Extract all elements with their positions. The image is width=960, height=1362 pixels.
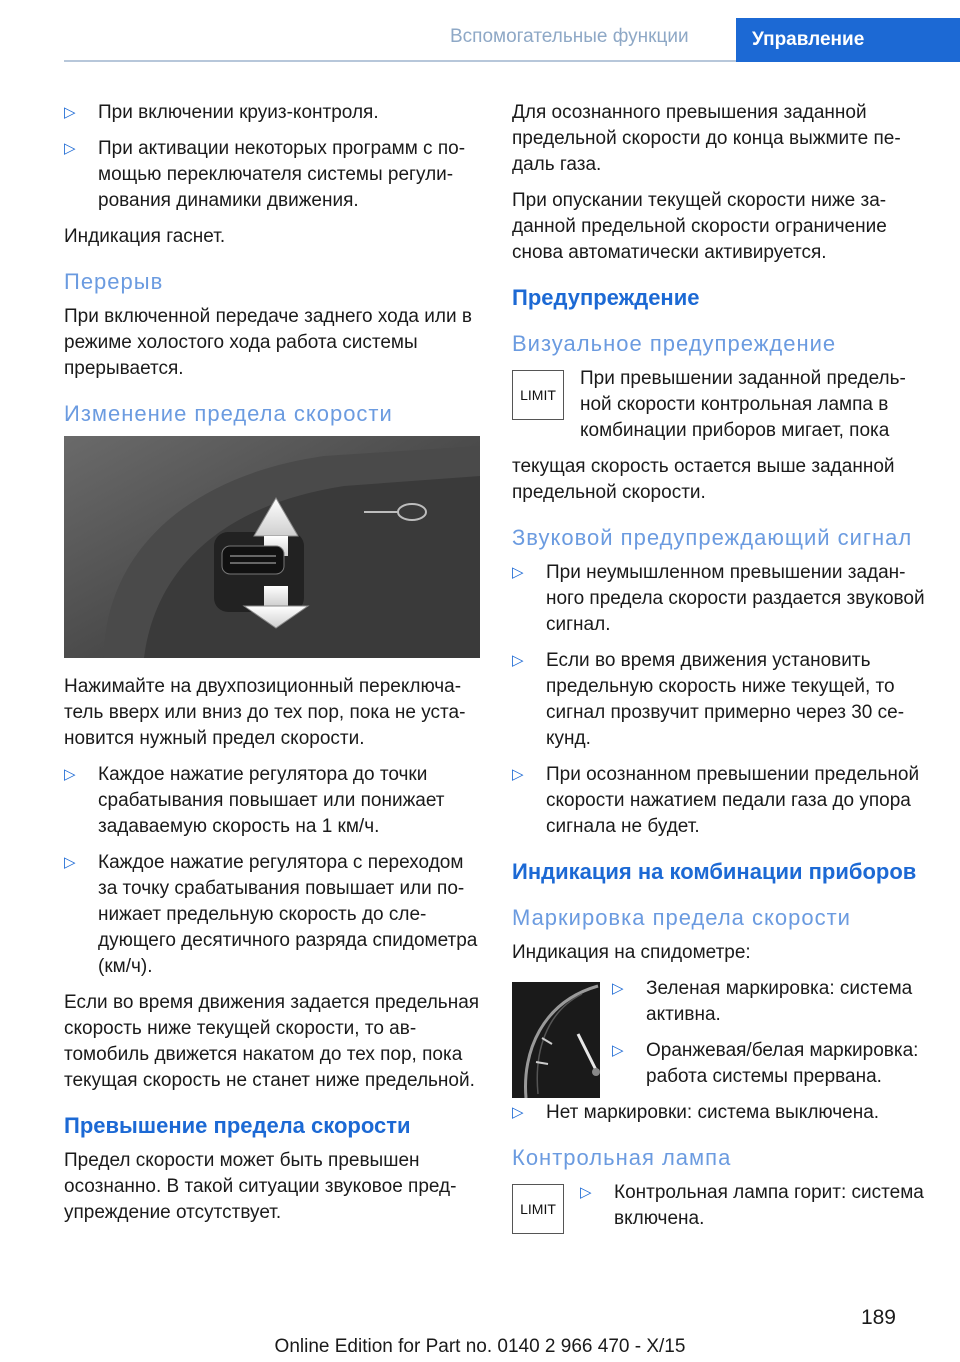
- heading-cluster-display: Индикация на комбинации приборов: [512, 859, 917, 884]
- list-item: ▷ Если во время движения установить предельную скорость ниже текущей, то сигнал прозвучит примерно через 30 секунд.: [512, 650, 905, 749]
- chapter-tab[interactable]: Управление: [736, 18, 960, 62]
- paragraph: текущая скорость остается выше заданной предельной скорости.: [512, 456, 895, 503]
- right-column: [512, 100, 930, 1236]
- list-item: ▷ Зеленая маркировка: система активна.: [612, 978, 913, 1025]
- triangle-bullet-icon: ▷: [512, 652, 524, 669]
- heading-sound-signal: Звуковой предупреждающий сигнал: [512, 525, 913, 550]
- section-tab[interactable]: Вспомогательные функции: [450, 26, 689, 47]
- list-item: ▷ Каждое нажатие регулятора с переходом за точку срабатывания повышает или понижает предельную скорость до следующего десятичного разряда спидометра (км/ч).: [64, 852, 478, 977]
- paragraph: При включенной передаче заднего хода или в режиме холостого хода работа системы прерывается.: [64, 306, 472, 379]
- paragraph: При превышении заданной предельной скорости контрольная лампа в комбинации приборов мигает, пока: [580, 368, 906, 441]
- paragraph: Предел скорости может быть превышен осознанно. В такой ситуации звуковое предупреждение отсутствует.: [64, 1150, 457, 1223]
- triangle-bullet-icon: ▷: [512, 766, 524, 783]
- visual-warning-block: [512, 366, 930, 444]
- triangle-bullet-icon: ▷: [512, 1104, 524, 1121]
- list-item: ▷ Нет маркировки: система выключена.: [512, 1100, 930, 1126]
- paragraph: Индикация гаснет.: [64, 226, 226, 247]
- triangle-bullet-icon: ▷: [512, 564, 524, 581]
- triangle-bullet-icon: ▷: [612, 980, 624, 997]
- heading-limit-marking: Маркировка предела скорости: [512, 905, 851, 930]
- edition-footer: Online Edition for Part no. 0140 2 966 470 - X/15: [274, 1336, 686, 1357]
- paragraph: Индикация на спидометре:: [512, 942, 751, 963]
- list-item: ▷ При включении круиз-контроля.: [64, 100, 482, 126]
- list-item: ▷ Каждое нажатие регулятора до точки срабатывания повышает или понижает задаваемую скорость на 1 км/ч.: [64, 764, 445, 837]
- heading-pause: Перерыв: [64, 269, 164, 294]
- triangle-bullet-icon: ▷: [612, 1042, 624, 1059]
- triangle-bullet-icon: ▷: [64, 854, 76, 871]
- list-item: ▷ Контрольная лампа горит: система включена.: [580, 1182, 924, 1229]
- left-column: [64, 100, 482, 1236]
- speedometer-image: [512, 982, 600, 1098]
- heading-exceed-limit: Превышение предела скорости: [64, 1113, 411, 1138]
- paragraph: При опускании текущей скорости ниже заданной предельной скорости ограничение снова автоматически активируется.: [512, 190, 887, 263]
- triangle-bullet-icon: ▷: [64, 140, 76, 157]
- paragraph: Нажимайте на двухпозиционный переключатель вверх или вниз до тех пор, пока не установится нужный предел скорости.: [64, 676, 466, 749]
- list-item: ▷ При неумышленном превышении заданного предела скорости раздается звуковой сигнал.: [512, 562, 925, 635]
- page-header: [0, 18, 960, 62]
- steering-wheel-switch-image: [64, 436, 480, 658]
- triangle-bullet-icon: ▷: [64, 104, 76, 121]
- list-item: ▷ При активации некоторых программ с помощью переключателя системы регулирования динамики движения.: [64, 138, 466, 211]
- heading-change-limit: Изменение предела скорости: [64, 401, 393, 426]
- triangle-bullet-icon: ▷: [580, 1184, 592, 1201]
- heading-visual-warning: Визуальное предупреждение: [512, 331, 837, 356]
- list-item: ▷ Оранжевая/белая маркировка: работа системы прервана.: [612, 1040, 919, 1087]
- heading-warning: Предупреждение: [512, 285, 700, 310]
- page-number: 189: [860, 1306, 896, 1329]
- heading-indicator-lamp: Контрольная лампа: [512, 1145, 732, 1170]
- triangle-bullet-icon: ▷: [64, 766, 76, 783]
- list-item: ▷ При осознанном превышении предельной скорости нажатием педали газа до упора сигнала не будет.: [512, 764, 920, 837]
- limit-indicator-icon: LIMIT: [512, 1184, 564, 1234]
- paragraph: Для осознанного превышения заданной предельной скорости до конца выжмите педаль газа.: [512, 102, 901, 175]
- indicator-lamp-block: [512, 1180, 930, 1236]
- paragraph: Если во время движения задается предельная скорость ниже текущей скорости, то автомобиль движется накатом до тех пор, пока текущая скорость не станет ниже предельной.: [64, 992, 480, 1091]
- speedometer-block: [512, 976, 930, 1090]
- limit-indicator-icon: LIMIT: [512, 370, 564, 420]
